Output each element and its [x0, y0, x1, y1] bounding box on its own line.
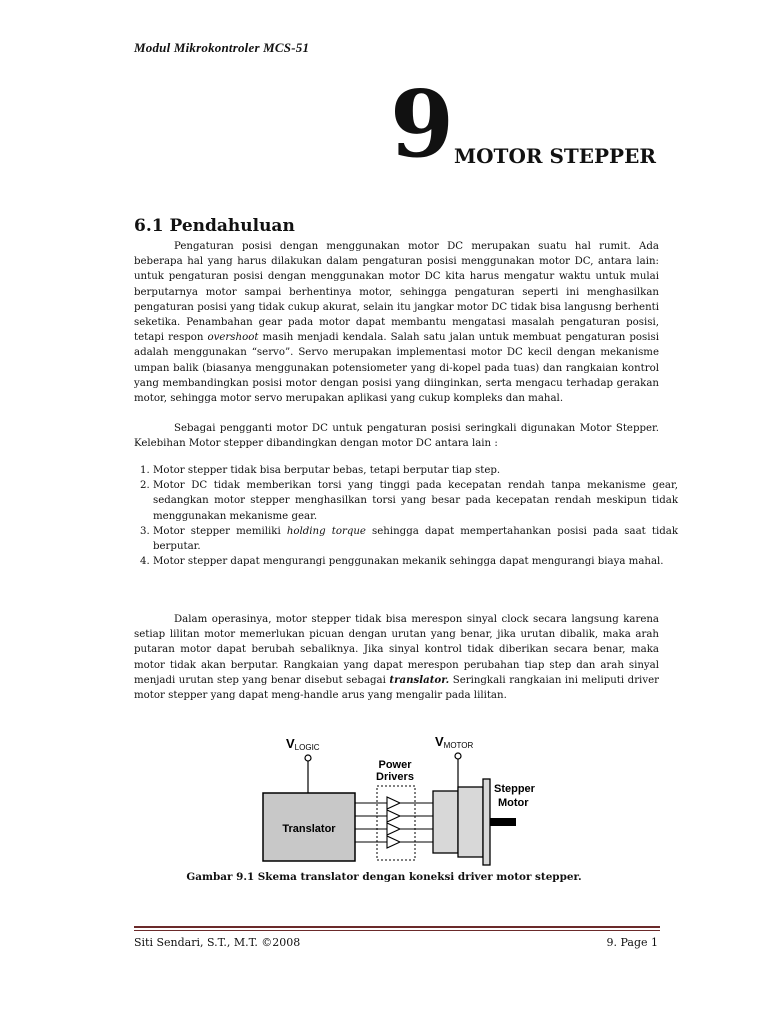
paragraph-operation-emphasis: translator.	[389, 673, 450, 686]
paragraph-operation-text-b: Seringkali rangkaian ini meliputi driver motor stepper yang dapat meng-handle arus yang mengalir pada lilitan.	[134, 674, 659, 702]
list-item: 2. Motor DC tidak memberikan torsi yang tinggi pada kecepatan rendah tanpa mekanisme gear, sedangkan motor stepper menghasilkan torsi yang besar pada kecepatan rendah meskipun tidak menggunakan mekanisme gear.	[153, 478, 678, 524]
footer-page-number: 9. Page 1	[606, 936, 658, 949]
list-item-emphasis: holding torque	[286, 525, 366, 537]
motor-body	[458, 787, 483, 857]
paragraph-operation	[134, 612, 659, 703]
paragraph-operation-text-a: Dalam operasinya, motor stepper tidak bisa merespon sinyal clock secara langsung karena setiap lilitan motor memerlukan picuan dengan urutan yang benar, jika urutan dibalik, maka arah putaran motor dapat berubah sebaliknya. Jika sinyal kontrol tidak diberikan secara benar, maka motor tidak akan berputar. Rangkaian yang dapat merespon perubahan tiap step dan arah sinyal menjadi urutan step yang benar disebut sebagai	[134, 614, 659, 686]
running-header: Modul Mikrokontroler MCS-51	[134, 40, 310, 55]
driver-lines	[355, 797, 433, 848]
motor-windings	[433, 791, 458, 853]
list-item-text-a: Motor stepper memiliki	[153, 525, 287, 537]
v-logic-terminal	[305, 755, 311, 761]
translator-diagram	[248, 729, 544, 869]
motor-shaft	[490, 818, 516, 826]
footer-author: Siti Sendari, S.T., M.T. ©2008	[134, 936, 301, 949]
paragraph-intro	[134, 239, 659, 406]
list-item: 1. Motor stepper tidak bisa berputar bebas, tetapi berputar tiap step.	[153, 463, 678, 478]
stepper-motor-label-2: Motor	[498, 797, 529, 809]
v-logic-label: VLOGIC	[286, 736, 320, 752]
paragraph-intro-text-a: Pengaturan posisi dengan menggunakan motor DC merupakan suatu hal rumit. Ada beberapa hal yang harus dilakukan dalam pengaturan posisi menggunakan motor DC, antara lain: untuk pengaturan posisi dengan menggunakan motor DC kita harus mengatur waktu untuk mulai berputarnya motor sampai berhentinya motor, sehingga pengaturan seperti ini menghasilkan pengaturan posisi yang tidak cukup akurat, selain itu jangkar motor DC tidak bisa langusng berhenti seketika. Penambahan gear pada motor dapat membantu mengatasi masalah pengaturan posisi, tetapi respon	[134, 241, 659, 344]
list-item-text-b: sehingga dapat mempertahankan posisi pada saat tidak berputar.	[153, 525, 678, 553]
power-drivers-label-2: Drivers	[376, 771, 414, 783]
chapter-title: MOTOR STEPPER	[454, 144, 656, 168]
paragraph-stepper-intro: Sebagai pengganti motor DC untuk pengaturan posisi seringkali digunakan Motor Stepper. Kelebihan Motor stepper dibandingkan dengan motor DC antara lain :	[134, 423, 659, 450]
motor-flange	[483, 779, 490, 865]
v-motor-terminal	[455, 753, 461, 759]
list-item	[153, 524, 678, 554]
translator-label: Translator	[282, 823, 336, 835]
footer-rule-thin	[134, 930, 660, 931]
advantages-list	[134, 463, 678, 569]
v-motor-label: VMOTOR	[435, 734, 474, 750]
list-item: 4. Motor stepper dapat mengurangi penggunakan mekanik sehingga dapat mengurangi biaya mahal.	[153, 554, 678, 569]
paragraph-intro-text-b: masih menjadi kendala. Salah satu jalan untuk membuat pengaturan posisi adalah menggunakan “servo”. Servo merupakan implementasi motor DC kecil dengan mekanisme umpan balik (biasanya menggunakan potensiometer yang di-kopel pada tuas) dan rangkaian kontrol yang membandingkan posisi motor dengan posisi yang diinginkan, serta mengacu terhadap gerakan motor, sehingga motor servo merupakan aplikasi yang cukup kompleks dan mahal.	[134, 332, 659, 405]
stepper-motor-label-1: Stepper	[494, 783, 535, 795]
power-drivers-label-1: Power	[378, 759, 412, 771]
translator-diagram-svg	[248, 729, 544, 869]
chapter-number: 9	[390, 70, 455, 178]
paragraph-intro-emphasis: overshoot	[207, 332, 259, 344]
figure-caption: Gambar 9.1 Skema translator dengan koneksi driver motor stepper.	[186, 871, 582, 883]
footer-rule	[134, 926, 660, 928]
section-heading: 6.1 Pendahuluan	[134, 216, 295, 236]
power-drivers-box	[377, 786, 415, 860]
